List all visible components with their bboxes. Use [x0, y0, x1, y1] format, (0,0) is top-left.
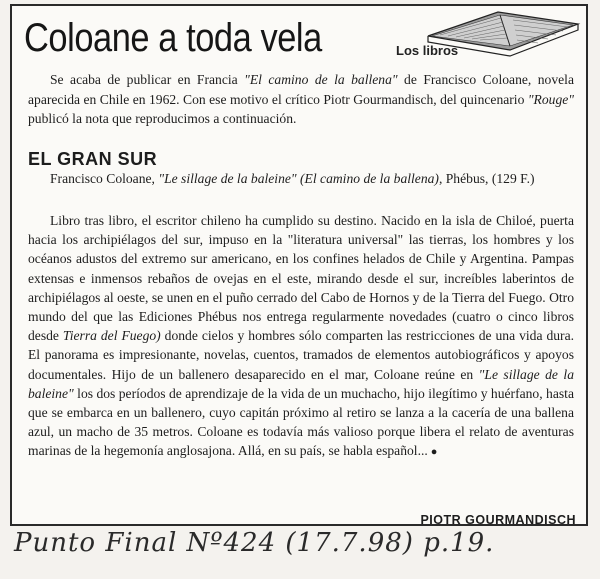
intro-text-2: de Francisco Coloane, novela aparecida en Chile en 1962. Con ese motivo el crítico Piotr Gourmandisch, del quincenario	[28, 72, 574, 107]
intro-publication-title: "Rouge"	[527, 91, 574, 107]
section-label: Los libros	[396, 43, 459, 58]
article-heading: EL GRAN SUR	[28, 149, 158, 169]
intro-text-3: publicó la nota que reproducimos a continuación.	[28, 111, 297, 126]
intro-text-1: Se acaba de publicar en Francia	[50, 72, 245, 87]
article-title: Coloane a toda vela	[24, 16, 322, 60]
body-text-3: los dos períodos de aprendizaje de la vida de un muchacho, hijo ilegítimo y huérfano, hasta que se embarca en un ballenero, cuyo capitán próximo al retiro se lanza a la cacería de una ballena azul, un macho de 35 metros. Coloane es todavía más valioso porque libera el relato de aventuras marinas de la hegemonía anglosajona. Allá, en su país, se habla español...	[28, 385, 574, 459]
end-mark: ●	[430, 446, 438, 459]
body-text-1: Libro tras libro, el escritor chileno ha cumplido su destino. Nacido en la isla de Chiloé, puerta hacia los archipiélagos del sur, impuso en la "literatura universal" las tierras, los hombres y los océanos adustos del extremo sur americano, en los confines helados de Chile y Argentina. Pampas extensas e inmensos rebaños de ovejas en el este, mirando desde el sur, increíbles laberintos de archipiélagos al oeste, se unen en el puño cerrado del Cabo de Hornos y de la Tierra del Fuego. Otro mundo del que las Ediciones Phébus nos entrega regularmente novedades (cuatro o cinco libros desde	[28, 213, 574, 344]
handwritten-source-note: Punto Final Nº424 (17.7.98) p.19.	[14, 528, 495, 558]
intro-book-title: "El camino de la ballena"	[244, 72, 398, 87]
author-signature: PIOTR GOURMANDISCH	[420, 513, 576, 527]
newspaper-clipping	[10, 4, 588, 526]
article-body	[28, 211, 574, 463]
reference-author: Francisco Coloane,	[50, 171, 159, 186]
book-reference	[28, 169, 574, 189]
reference-title: "Le sillage de la baleine" (El camino de la ballena)	[158, 171, 439, 186]
body-text-2: donde cielos y hombres sólo comparten las restricciones de una vida dura. El panorama es impresionante, novelas, cuentos, tramados de elementos autobiográficos y apoyos documentales. Hijo de un ballenero desaparecido en el mar, Coloane reúne en	[28, 328, 574, 382]
body-book-title-2: "Le sillage de la baleine"	[28, 366, 574, 401]
reference-publisher: , Phébus, (129 F.)	[438, 171, 535, 186]
body-book-title-1: Tierra del Fuego)	[62, 328, 161, 344]
intro-paragraph	[28, 70, 574, 129]
